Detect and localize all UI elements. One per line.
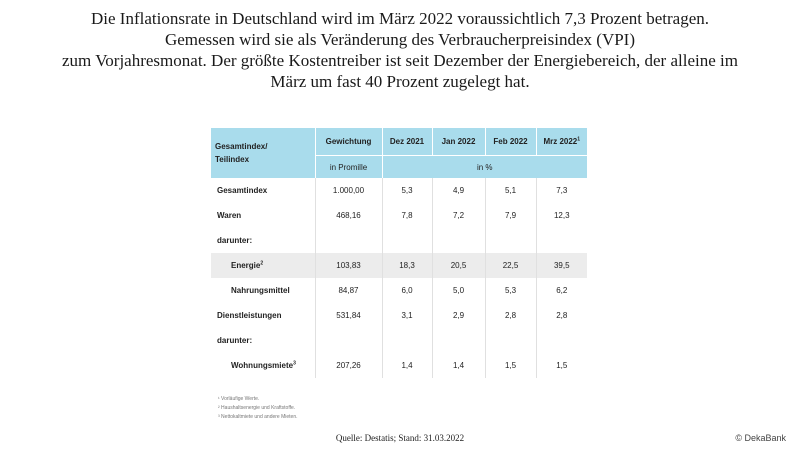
cell-mrz: 39,5 (536, 253, 587, 278)
cell-feb: 1,5 (485, 353, 536, 378)
vpi-table (211, 128, 587, 378)
table-row (211, 303, 587, 328)
cell-mrz: 1,5 (556, 361, 568, 370)
cell-jan: 5,0 (432, 278, 485, 303)
cell-jan: 4,9 (432, 178, 485, 203)
table-row (211, 253, 587, 278)
cell-dez: 18,3 (382, 253, 432, 278)
cell-weight: 531,84 (315, 303, 382, 328)
cell-weight: 84,87 (315, 278, 382, 303)
header-mrz-2022: Mrz 2022$^1$ (536, 128, 587, 156)
cell-mrz: 2,8 (556, 311, 568, 320)
row-label: Waren (211, 203, 315, 228)
header-jan-2022: Jan 2022 (432, 128, 485, 156)
cell-dez: 5,3 (382, 178, 432, 203)
table-row-subheading (211, 228, 587, 253)
cell-feb: 5,3 (485, 278, 536, 303)
row-label: Gesamtindex (211, 178, 315, 203)
cell-feb: 5,1 (485, 178, 536, 203)
row-label: darunter: (211, 328, 315, 353)
table-row-subheading (211, 328, 587, 353)
headline-line: zum Vorjahresmonat. Der größte Kostentreiber ist seit Dezember der Energiebereich, der alleine im (62, 51, 738, 70)
cell-feb: 7,9 (485, 203, 536, 228)
cell-weight: 103,83 (315, 253, 382, 278)
header-gewichtung: Gewichtung (315, 128, 382, 156)
cell-jan: 2,9 (432, 303, 485, 328)
cell-jan: 1,4 (432, 353, 485, 378)
cell-dez: 1,4 (382, 353, 432, 378)
cell-dez: 3,1 (382, 303, 432, 328)
row-label: Energie$^2$ (211, 253, 315, 278)
cell-mrz: 6,2 (556, 286, 568, 295)
cell-mrz: 12,3 (553, 211, 570, 220)
cell-feb: 2,8 (485, 303, 536, 328)
cell-jan: 7,2 (432, 203, 485, 228)
headline (0, 8, 800, 92)
cell-dez: 6,0 (382, 278, 432, 303)
footnote: ¹ Vorläufige Werte. (218, 396, 260, 402)
cell-mrz: 7,3 (556, 186, 568, 195)
cell-weight: 1.000,00 (315, 178, 382, 203)
headline-line: Gemessen wird sie als Veränderung des Verbraucherpreisindex (VPI) (164, 30, 636, 49)
footnote: ² Haushaltsenergie und Kraftstoffe. (218, 405, 296, 411)
footnote: ³ Nettokaltmiete und andere Mieten. (218, 414, 298, 420)
table-row (211, 278, 587, 303)
footnotes (218, 395, 298, 422)
headline-line: Die Inflationsrate in Deutschland wird im März 2022 voraussichtlich 7,3 Prozent betragen. (91, 9, 709, 28)
unit-percent: in % (382, 156, 587, 179)
footnote-mark: 1 (577, 136, 581, 143)
header-dez-2021: Dez 2021 (382, 128, 432, 156)
row-label: Wohnungsmiete$^3$ (211, 353, 315, 378)
headline-line: März um fast 40 Prozent zugelegt hat. (270, 72, 530, 91)
footnote-mark: 2 (260, 260, 264, 267)
cell-weight: 207,26 (315, 353, 382, 378)
header-feb-2022: Feb 2022 (485, 128, 536, 156)
cell-weight: 468,16 (315, 203, 382, 228)
source-note: Quelle: Destatis; Stand: 31.03.2022 (335, 433, 465, 443)
row-label: Dienstleistungen (211, 303, 315, 328)
table-row (211, 178, 587, 203)
footnote-mark: 3 (293, 360, 296, 367)
row-label: darunter: (211, 228, 315, 253)
cell-jan: 20,5 (432, 253, 485, 278)
table-row (211, 203, 587, 228)
row-label: Nahrungsmittel (211, 278, 315, 303)
table-row (211, 353, 587, 378)
cell-dez: 7,8 (382, 203, 432, 228)
copyright: © DekaBank (735, 433, 786, 443)
cell-feb: 22,5 (485, 253, 536, 278)
unit-weight: in Promille (315, 156, 382, 179)
header-index: Gesamtindex/ Teilindex (211, 128, 315, 178)
